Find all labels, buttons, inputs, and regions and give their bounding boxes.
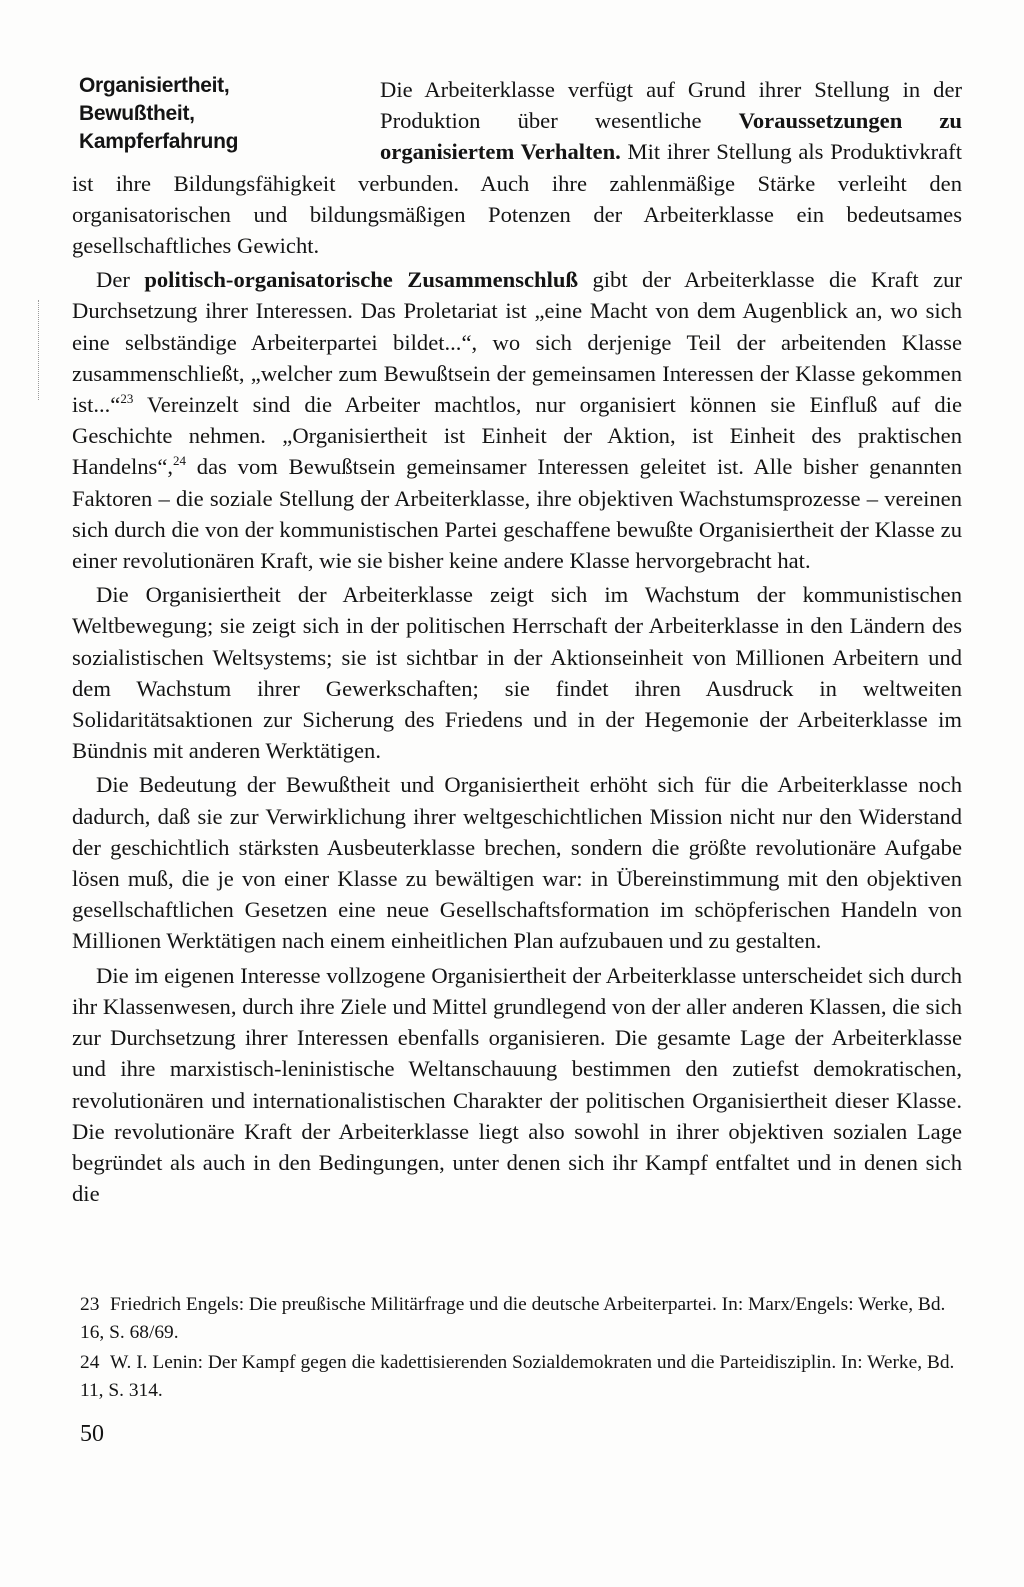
footnote-text: Friedrich Engels: Die preußische Militärfrage und die deutsche Arbeiterpartei. In: Marx/Engels: Werke, Bd. 16, S. 68/69. xyxy=(80,1294,946,1343)
text-run: Die Organisiertheit der Arbeiterklasse zeigt sich im Wachstum der kommunistischen Weltbewegung; sie zeigt sich in der politischen Herrschaft der Arbeiterklasse in den Ländern des sozialistischen Weltsystems; sie ist sichtbar in der Aktionseinheit von Millionen Arbeitern und dem Wachstum ihrer Gewerkschaften; sie findet ihren Ausdruck in weltweiten Solidaritätsaktionen zur Sicherung des Friedens und in der Hegemonie der Arbeiterklasse im Bündnis mit anderen Werktätigen. xyxy=(72,582,962,764)
footnote xyxy=(80,1349,960,1404)
paragraph xyxy=(72,264,962,576)
footnote-text: W. I. Lenin: Der Kampf gegen die kadettisierenden Sozialdemokraten und die Parteidisziplin. In: Werke, Bd. 11, S. 314. xyxy=(80,1352,955,1401)
bold-term: politisch-organisatorische Zusammenschluß xyxy=(144,267,579,293)
text-run: Mit ihrer Stellung als Produktivkraft ist ihre Bildungsfähigkeit verbunden. Auch ihre zahlenmäßige Stärke verleiht den organisatorischen und bildungsmäßigen Potenzen der Arbeiterklasse ein bedeutsames gesellschaftliches Gewicht. xyxy=(72,139,962,259)
text-run: Die Bedeutung der Bewußtheit und Organisiertheit erhöht sich für die Arbeiterklasse noch dadurch, daß sie zur Verwirklichung ihrer weltgeschichtlichen Mission nicht nur den Widerstand der geschichtlich stärksten Ausbeuterklasse brechen, sondern die größte revolutionäre Aufgabe lösen muß, die je von einer Klasse zu bewältigen war: in Übereinstimmung mit den objektiven gesellschaftlichen Gesetzen eine neue Gesellschaftsformation im schöpferischen Handeln von Millionen Werktätigen nach einem einheitlichen Plan aufzubauen und zu gestalten. xyxy=(72,772,962,954)
margin-pencil-mark xyxy=(38,300,49,400)
footnote-reference: 24 xyxy=(173,453,187,469)
footnotes xyxy=(80,1291,960,1407)
footnote xyxy=(80,1291,960,1346)
side-heading-line: Organisiertheit, xyxy=(79,74,230,97)
text-run: Vereinzelt sind die Arbeiter machtlos, nur organisiert können sie Einfluß auf die Geschichte nehmen. „Organisiertheit ist Einheit der Aktion, ist Einheit des praktischen Handelns“, xyxy=(72,392,962,480)
paragraph xyxy=(72,579,962,766)
side-heading-line: Bewußtheit, xyxy=(79,102,195,125)
text-run: das vom Bewußtsein gemeinsamer Interessen geleitet ist. Alle bisher genannten Faktoren – die soziale Stellung der Arbeiterklasse, ihre objektiven Wachstumsprozesse – vereinen sich durch die von der kommunistischen Partei geschaffene bewußte Organisiertheit der Klasse zu einer revolutionären Kraft, wie sie bisher keine andere Klasse hervorgebracht hat. xyxy=(72,454,962,574)
paragraph xyxy=(72,960,962,1210)
footnote-number: 24 xyxy=(80,1352,100,1373)
heading-spacer xyxy=(72,74,380,167)
footnote-number: 23 xyxy=(80,1294,100,1315)
text-run: Der xyxy=(96,267,145,293)
body-text xyxy=(72,74,962,1209)
bold-term: Voraussetzungen zu organisiertem Verhalten. xyxy=(380,108,962,165)
page-number: 50 xyxy=(80,1421,104,1447)
side-heading-line: Kampferfahrung xyxy=(79,130,239,153)
text-run: Die im eigenen Interesse vollzogene Organisiertheit der Arbeiterklasse unterscheidet sich durch ihr Klassenwesen, durch ihre Ziele und Mittel grundlegend von der aller anderen Klassen, die sich zur Durchsetzung ihrer Interessen ebenfalls organisieren. Die gesamte Lage der Arbeiterklasse und ihre marxistisch-leninistische Weltanschauung bestimmen den zutiefst demokratischen, revolutionären und internationalistischen Charakter der politischen Organisiertheit dieser Klasse. Die revolutionäre Kraft der Arbeiterklasse liegt also sowohl in ihrer objektiven sozialen Lage begründet als auch in den Bedingungen, unter denen sich ihr Kampf entfaltet und in denen sich die xyxy=(72,962,962,1207)
footnote-reference: 23 xyxy=(120,391,134,407)
paragraph xyxy=(72,769,962,956)
text-run: gibt der Arbeiterklasse die Kraft zur Durchsetzung ihrer Interessen. Das Proletariat ist „eine Macht von dem Augenblick an, wo sich eine selbständige Arbeiterpartei bildet...“, wo sich derjenige Teil der arbeitenden Klasse zusammenschließt, „welcher zum Bewußtsein der gemeinsamen Interessen der Klasse gekommen ist...“ xyxy=(72,267,962,418)
text-run: Die Arbeiterklasse verfügt auf Grund ihrer Stellung in der Produktion über wesentliche xyxy=(380,77,962,134)
